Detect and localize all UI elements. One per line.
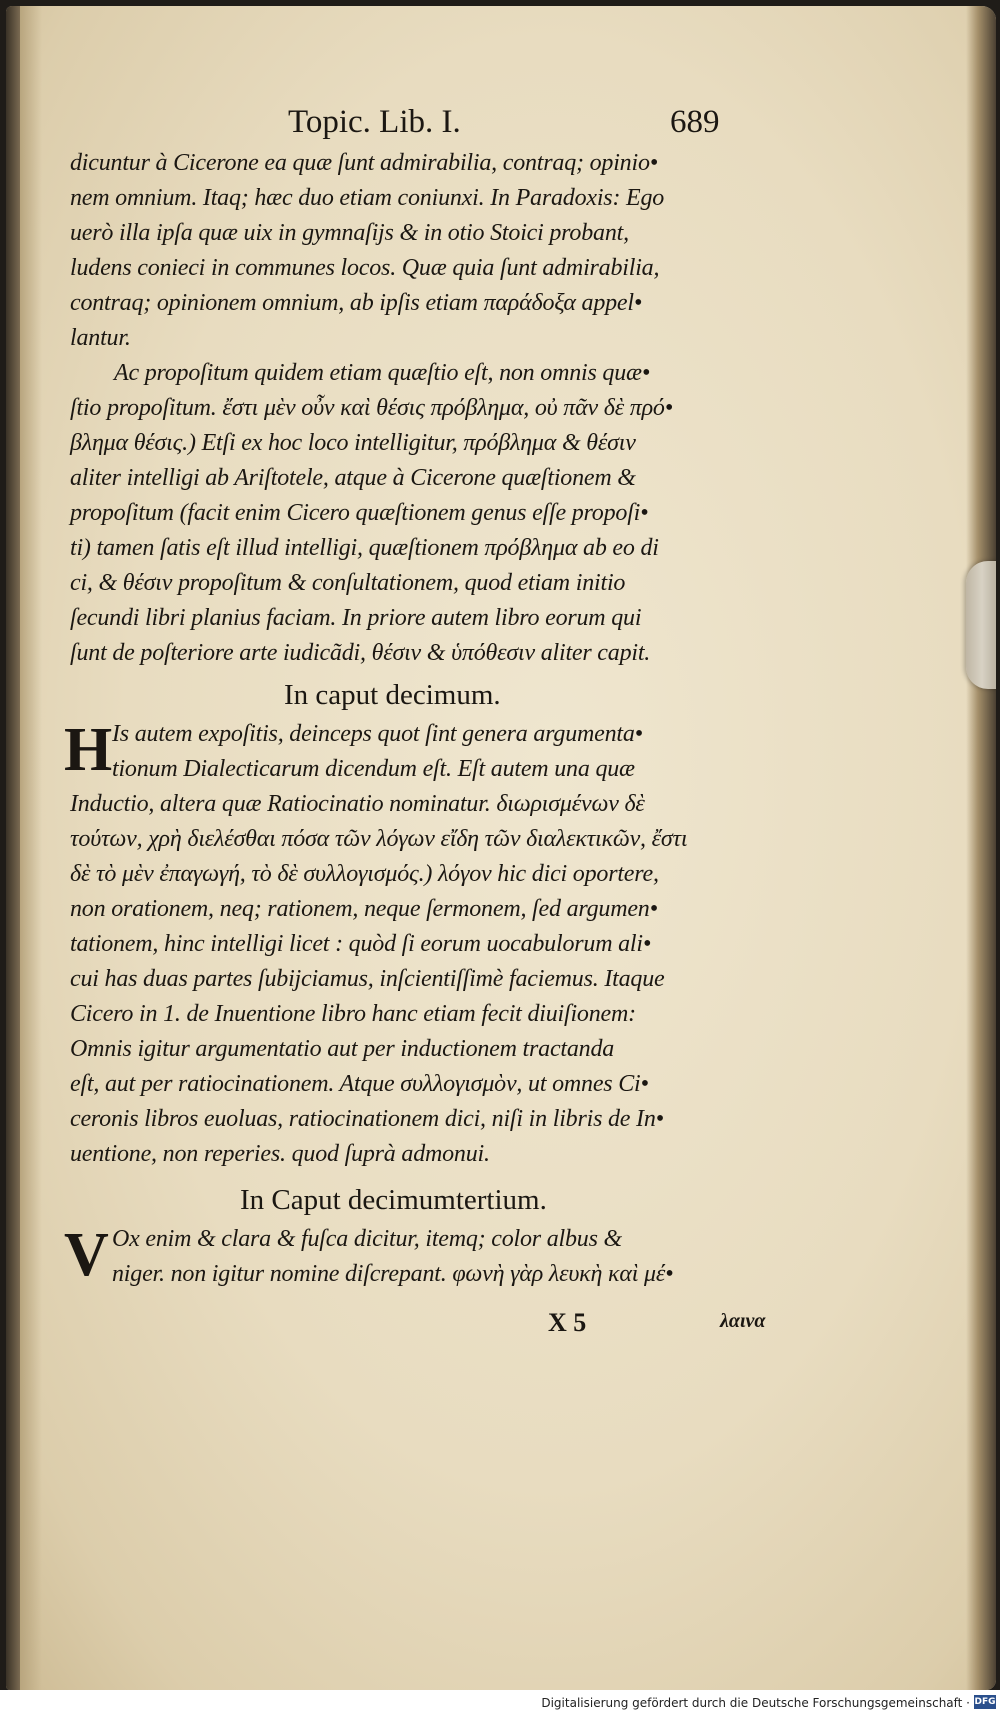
text-line: tationem, hinc intelligi licet : quòd ſi eorum uocabulorum ali•	[70, 931, 652, 957]
scanned-page	[6, 6, 996, 1690]
footer-bar	[0, 1690, 1000, 1713]
running-title: Topic. Lib. I.	[288, 104, 461, 140]
page-edge-shadow	[966, 6, 996, 1690]
page-clip	[966, 561, 996, 689]
text-line: Inductio, altera quæ Ratiocinatio nominatur. διωρισμένων δὲ	[70, 791, 645, 817]
text-line: τούτων, χρὴ διελέσθαι πόσα τῶν λόγων εἴδη τῶν διαλεκτικῶν, ἔστι	[70, 826, 688, 852]
section-1-body	[64, 716, 782, 1172]
text-line: Omnis igitur argumentatio aut per inductionem tractanda	[70, 1036, 615, 1062]
text-line: ceronis libros euoluas, ratiocinationem dici, niſi in libris de In•	[70, 1106, 664, 1132]
text-line: aliter intelligi ab Ariſtotele, atque à Cicerone quæſtionem &	[70, 465, 636, 491]
paragraph-a	[70, 146, 782, 356]
text-line: Ac propoſitum quidem etiam quæſtio eſt, non omnis quæ•	[114, 360, 651, 386]
paragraph-b	[70, 356, 782, 671]
first-line-text: Is autem expoſitis, deinceps quot ſint genera argumenta•	[112, 721, 643, 747]
text-line: lantur.	[70, 325, 131, 351]
text-line: uerò illa ipſa quæ uix in gymnaſijs & in otio Stoici probant,	[70, 220, 629, 246]
signature-mark: X 5	[548, 1308, 587, 1337]
text-line: niger. non igitur nomine diſcrepant. φωνὴ γὰρ λευκὴ καὶ μέ•	[112, 1261, 674, 1287]
text-line: ludens conieci in communes locos. Quæ quia ſunt admirabilia,	[70, 255, 660, 281]
text-line: non orationem, neq; rationem, neque ſermonem, ſed argumen•	[70, 896, 658, 922]
drop-cap: H	[64, 716, 113, 784]
section-heading: In caput decimum.	[284, 679, 501, 711]
text-line: Cicero in 1. de Inuentione libro hanc etiam fecit diuiſionem:	[70, 1001, 636, 1027]
running-header	[70, 98, 782, 146]
text-line: eſt, aut per ratiocinationem. Atque συλλογισμὸν, ut omnes Ci•	[70, 1071, 649, 1097]
catchword: λαινα	[720, 1310, 766, 1332]
text-line: ti) tamen ſatis eſt illud intelligi, quæſtionem πρόβλημα ab eo di	[70, 535, 659, 561]
binding-edge	[6, 6, 20, 1690]
text-line: dicuntur à Cicerone ea quæ ſunt admirabilia, contraq; opinio•	[70, 150, 658, 176]
text-line: ci, & θέσιν propoſitum & conſultationem, quod etiam initio	[70, 570, 626, 596]
text-block	[64, 98, 782, 1342]
text-line: δὲ τὸ μὲν ἐπαγωγή, τὸ δὲ συλλογισμός.) λόγον hic dici oportere,	[70, 861, 659, 887]
drop-cap: V	[64, 1221, 109, 1289]
text-line: tionum Dialecticarum dicendum eſt. Eſt autem una quæ	[112, 756, 635, 782]
text-line: nem omnium. Itaq; hæc duo etiam coniunxi. In Paradoxis: Ego	[70, 185, 665, 211]
text-line: cui has duas partes ſubijciamus, inſcientiſſimè faciemus. Itaque	[70, 966, 665, 992]
funding-credit: Digitalisierung gefördert durch die Deutsche Forschungsgemeinschaft ·	[541, 1696, 970, 1710]
first-line-text: Ox enim & clara & fuſca dicitur, itemq; color albus &	[112, 1226, 623, 1252]
text-line: uentione, non reperies. quod ſuprà admonui.	[70, 1141, 490, 1167]
section-heading: In Caput decimumtertium.	[240, 1184, 547, 1216]
text-line: propoſitum (facit enim Cicero quæſtionem genus eſſe propoſi•	[70, 500, 649, 526]
page-gutter	[20, 6, 42, 1690]
text-line: ſecundi libri planius faciam. In priore autem libro eorum qui	[70, 605, 642, 631]
section-2-body	[64, 1221, 782, 1292]
folio-number: 689	[670, 104, 720, 140]
text-line: ſunt de poſteriore arte iudicãdi, θέσιν & ὑπόθεσιν aliter capit.	[70, 640, 651, 666]
signature-line	[70, 1302, 782, 1342]
text-line: contraq; opinionem omnium, ab ipſis etiam παράδοξα appel•	[70, 290, 643, 316]
dfg-logo-icon: DFG	[974, 1697, 996, 1707]
text-line: βλημα θέσις.) Etſi ex hoc loco intelligitur, πρόβλημα & θέσιν	[70, 430, 636, 456]
text-line: ſtio propoſitum. ἔστι μὲν οὖν καὶ θέσις πρόβλημα, οὐ πᾶν δὲ πρό•	[70, 395, 673, 421]
